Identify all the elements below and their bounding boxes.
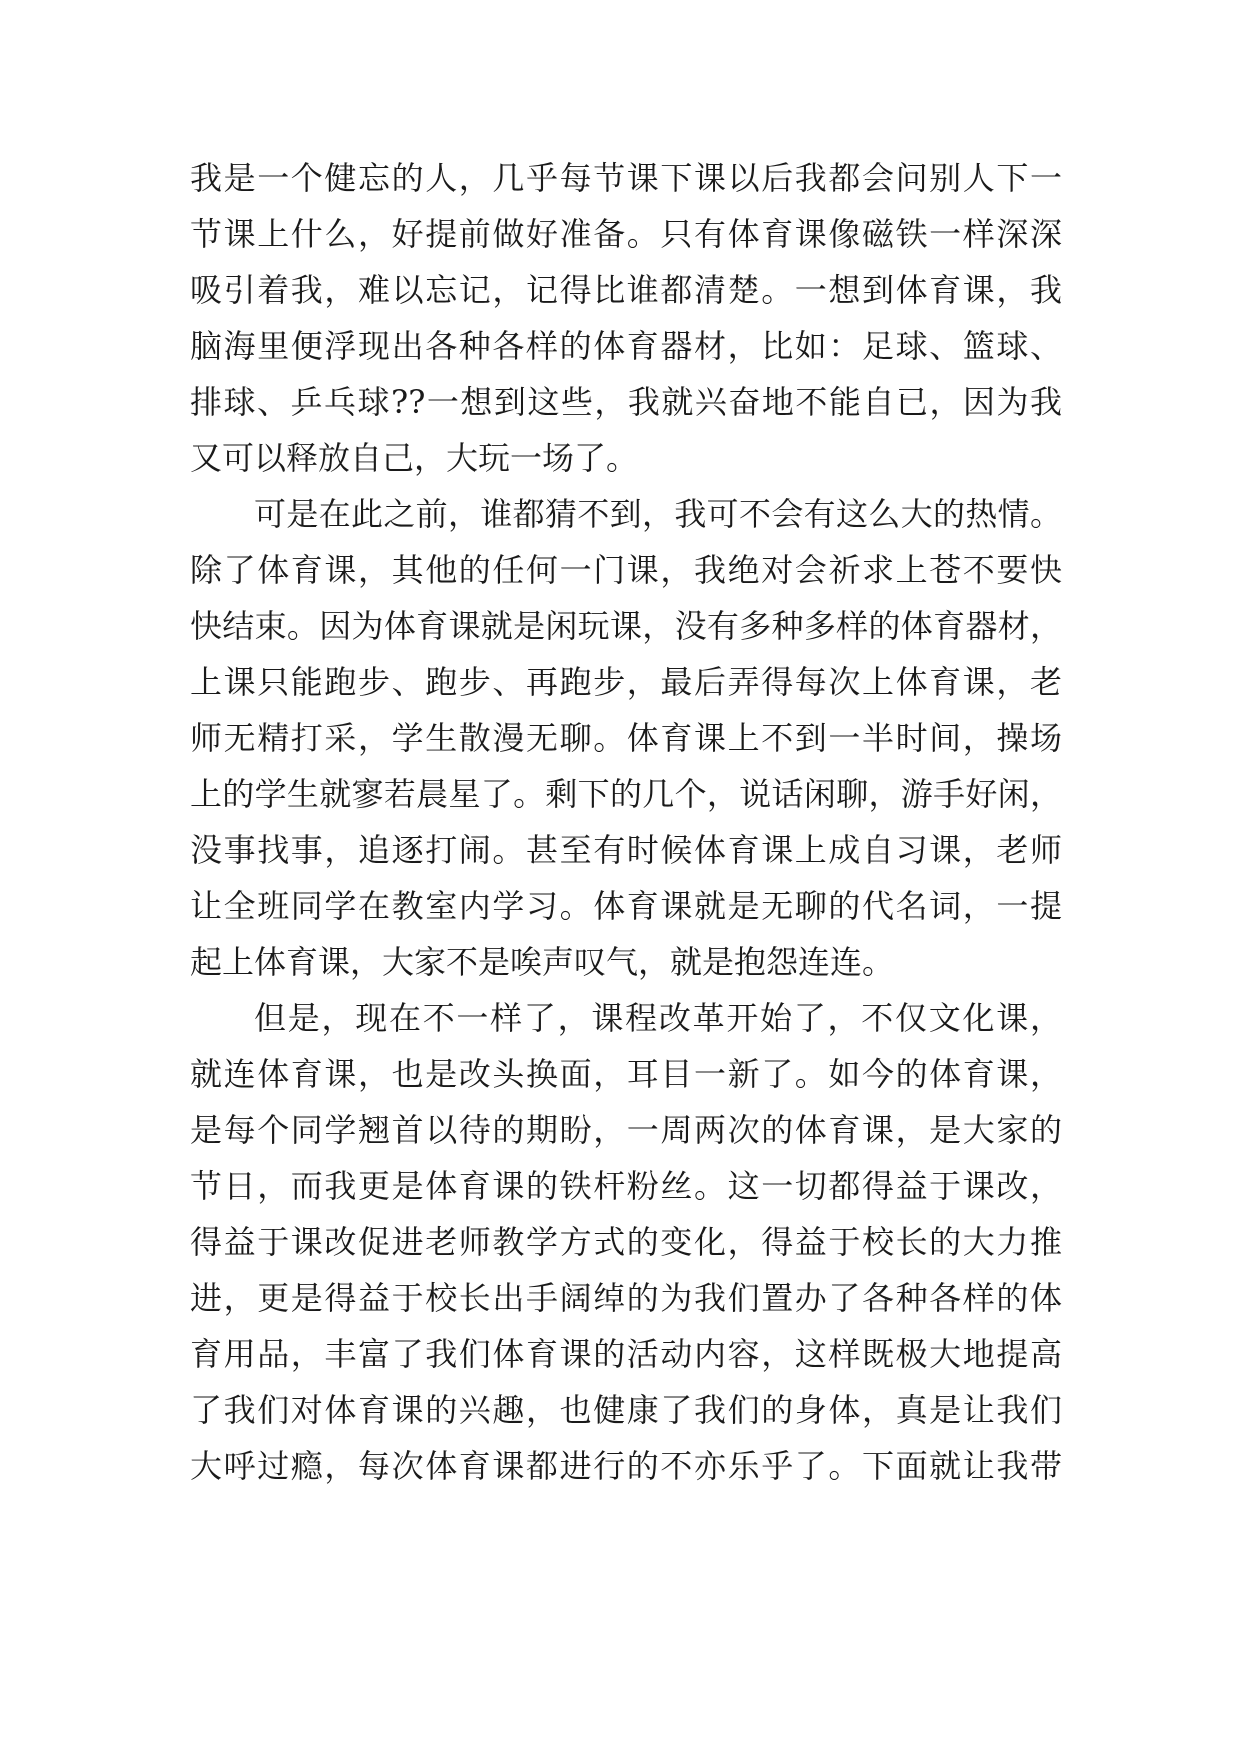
text-line: 上课只能跑步、跑步、再跑步，最后弄得每次上体育课，老 (190, 663, 1062, 701)
body-text (190, 150, 1062, 1494)
text-line: 快结束。因为体育课就是闲玩课，没有多种多样的体育器材， (190, 607, 1062, 645)
text-line: 我是一个健忘的人，几乎每节课下课以后我都会问别人下一 (190, 159, 1062, 197)
text-line: 是每个同学翘首以待的期盼，一周两次的体育课，是大家的 (190, 1111, 1062, 1149)
text-line: 上的学生就寥若晨星了。剩下的几个，说话闲聊，游手好闲， (190, 775, 1062, 813)
text-line: 起上体育课，大家不是唉声叹气，就是抱怨连连。 (190, 943, 895, 981)
text-line: 没事找事，追逐打闹。甚至有时候体育课上成自习课，老师 (190, 831, 1062, 869)
paragraph-3 (190, 990, 1062, 1494)
text-line: 但是，现在不一样了，课程改革开始了，不仅文化课， (254, 999, 1062, 1037)
text-line: 就连体育课，也是改头换面，耳目一新了。如今的体育课， (190, 1055, 1062, 1093)
text-line: 脑海里便浮现出各种各样的体育器材，比如：足球、篮球、 (190, 327, 1062, 365)
text-line: 进，更是得益于校长出手阔绰的为我们置办了各种各样的体 (190, 1279, 1062, 1317)
text-line: 除了体育课，其他的任何一门课，我绝对会祈求上苍不要快 (190, 551, 1062, 589)
text-line: 又可以释放自己，大玩一场了。 (190, 439, 639, 477)
text-line: 得益于课改促进老师教学方式的变化，得益于校长的大力推 (190, 1223, 1062, 1261)
text-line: 师无精打采，学生散漫无聊。体育课上不到一半时间，操场 (190, 719, 1062, 757)
text-line: 排球、乒乓球??一想到这些，我就兴奋地不能自已，因为我 (190, 383, 1062, 421)
paragraph-1 (190, 150, 1062, 486)
text-line: 让全班同学在教室内学习。体育课就是无聊的代名词，一提 (190, 887, 1062, 925)
text-line: 了我们对体育课的兴趣，也健康了我们的身体，真是让我们 (190, 1391, 1062, 1429)
paragraph-2 (190, 486, 1062, 990)
text-line: 节日，而我更是体育课的铁杆粉丝。这一切都得益于课改， (190, 1167, 1062, 1205)
text-line: 节课上什么，好提前做好准备。只有体育课像磁铁一样深深 (190, 215, 1062, 253)
text-line: 可是在此之前，谁都猜不到，我可不会有这么大的热情。 (254, 495, 1062, 533)
text-line: 大呼过瘾，每次体育课都进行的不亦乐乎了。下面就让我带 (190, 1447, 1062, 1485)
text-line: 育用品，丰富了我们体育课的活动内容，这样既极大地提高 (190, 1335, 1062, 1373)
text-line: 吸引着我，难以忘记，记得比谁都清楚。一想到体育课，我 (190, 271, 1062, 309)
